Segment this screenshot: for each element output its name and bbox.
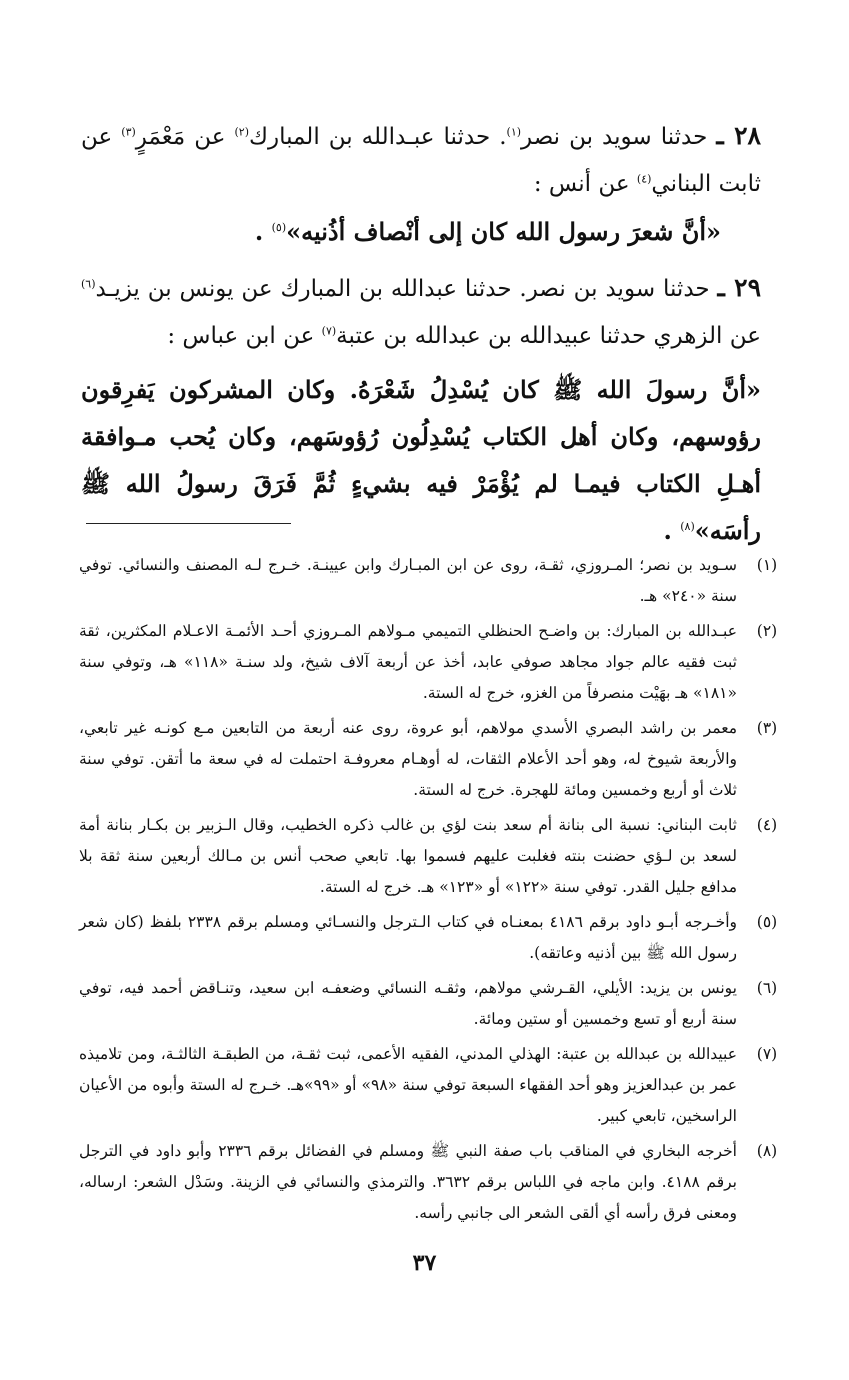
footnote-number: (٤) bbox=[756, 816, 778, 834]
footnotes bbox=[79, 550, 789, 1233]
footnote-7 bbox=[79, 1039, 789, 1132]
footnote-number: (٥) bbox=[756, 913, 778, 931]
hadith-29-text: «أنَّ رسولَ الله ﷺ كان يُسْدِلُ شَعْرَهُ. وكان المشركون يَفرِقون رؤوسهم، وكان أهل الكتاب يُسْدِلُون رُؤوسَهم، وكان يُحب مـوافقة أهـلِ الكتاب فيمـا لم يُؤْمَرْ فيه بشيءٍ ثُمَّ فَرَقَ رسولُ الله ﷺ رأسَه» bbox=[81, 375, 761, 545]
footnote-text: عبـدالله بن المبارك: بن واضـح الحنظلي التميمي مـولاهم المـروزي أحـد الأئمـة الاعـلام المكثرين، ثقة ثبت فقيه عالم جواد مجاهد صوفي عابد، أخذ عن أربعة آلاف شيخ، ولد سنـة «١١٨» هـ، وتوفي سنة «١٨١» هـ بهَيْت منصرفاً من الغزو، خرج له الستة. bbox=[79, 622, 737, 702]
hadith-28-isnad bbox=[81, 112, 761, 208]
footnote-ref-1: (١) bbox=[506, 125, 522, 139]
footnote-2 bbox=[79, 616, 789, 709]
hadith-28-matn bbox=[81, 208, 761, 255]
hadith-29-isnad bbox=[81, 264, 761, 360]
footnote-ref-3: (٣) bbox=[121, 125, 136, 139]
hadith-29-number: ٢٩ ـ bbox=[717, 273, 761, 302]
footnote-ref-4: (٤) bbox=[636, 172, 652, 186]
footnote-text: وأخـرجه أبـو داود برقم ٤١٨٦ بمعنـاه في كتاب الـترجل والنسـائي ومسلم برقم ٢٣٣٨ بلفظ (كان شعر رسول الله ﷺ بين أذنيه وعاتقه). bbox=[79, 913, 737, 962]
footnote-ref-6: (٦) bbox=[81, 277, 96, 291]
page-number: ٣٧ bbox=[412, 1250, 437, 1276]
footnote-3 bbox=[79, 713, 789, 806]
footnote-text: معمر بن راشد البصري الأسدي مولاهم، أبو عروة، روى عنه أربعة من التابعين مـع كونـه غير تابعي، والأربعة شيوخ له، وهو أحد الأعلام الثقات، له أوهـام معروفـة احتملت له في سعة ما أتقن. توفي سنة ثلاث أو أربع وخمسين ومائة للهجرة. خرج له الستة. bbox=[79, 719, 737, 799]
footnote-text: يونس بن يزيد: الأيلي، القـرشي مولاهم، وثقـه النسائي وضعفـه ابن سعيد، وتنـاقض أحمد فيه، توفي سنة أربع أو تسع وخمسين أو ستين ومائة. bbox=[79, 979, 737, 1028]
hadith-29 bbox=[81, 264, 761, 554]
footnote-text: أخرجه البخاري في المناقب باب صفة النبي ﷺ ومسلم في الفضائل برقم ٢٣٣٦ وأبو داود في الترجل برقم ٤١٨٨. وابن ماجه في اللباس برقم ٣٦٣٢. والترمذي والنسائي في الزينة. وسَدْل الشعر: ارساله، ومعنى فرق رأسه أي ألقى الشعر الى جانبي رأسه. bbox=[79, 1142, 737, 1222]
footnote-text: عبيدالله بن عبدالله بن عتبة: الهذلي المدني، الفقيه الأعمى، ثبت ثقـة، من الطبقـة الثالثـة، ومن تلاميذه عمر بن عبدالعزيز وهو أحد الفقهاء السبعة توفي سنة «٩٨» أو «٩٩»هـ. خـرج له الستة وأبوه من الأعيان الراسخين، تابعي كبير. bbox=[79, 1045, 737, 1125]
footnote-number: (١) bbox=[756, 556, 778, 574]
footnote-number: (٢) bbox=[756, 622, 778, 640]
footnote-text: ثابت البناني: نسبة الى بنانة أم سعد بنت لؤي بن غالب ذكره الخطيب، وقال الـزبير بن بكـار بنانة أمة لسعد بن لـؤي حضنت بنته فغلبت عليهم فسموا بها. تابعي صحب أنس بن مـالك أربعين سنة ثقة بلا مدافع جليل القدر. توفي سنة «١٢٢» أو «١٢٣» هـ. خرج له الستة. bbox=[79, 816, 737, 896]
footnote-number: (٧) bbox=[756, 1045, 778, 1063]
hadith-28-number: ٢٨ ـ bbox=[716, 121, 761, 150]
hadith-29-isnad-part: حدثنا سويد بن نصر. حدثنا عبدالله بن المبارك عن يونس بن يزيـد bbox=[95, 276, 710, 302]
footnote-ref-2: (٢) bbox=[234, 125, 249, 139]
hadith-28-isnad-part: عن أنس : bbox=[533, 171, 637, 197]
hadith-28-isnad-part: عن مَعْمَرٍ bbox=[135, 124, 235, 150]
hadith-28-end: . bbox=[254, 217, 272, 246]
hadith-28-isnad-part: . حدثنا عبـدالله بن المبارك bbox=[249, 124, 507, 150]
footnote-8 bbox=[79, 1136, 789, 1229]
footnote-5 bbox=[79, 907, 789, 969]
footnote-ref-5: (٥) bbox=[271, 221, 287, 234]
footnote-text: سـويد بن نصر؛ المـروزي، ثقـة، روى عن ابن المبـارك وابن عيينـة. خـرج لـه المصنف والنسائي. توفي سنة «٢٤٠» هـ. bbox=[79, 556, 737, 605]
footnote-number: (٦) bbox=[756, 979, 778, 997]
hadith-29-isnad-part: عن ابن عباس : bbox=[167, 323, 322, 349]
footnote-ref-8: (٨) bbox=[680, 520, 695, 533]
hadith-28-text: «أنَّ شعرَ رسول الله كان إلى أنْصاف أذُنيه» bbox=[286, 217, 721, 246]
hadith-28-isnad-part: عن ثابت البناني bbox=[81, 124, 761, 197]
footnote-6 bbox=[79, 973, 789, 1035]
footnote-separator bbox=[86, 523, 291, 524]
footnote-number: (٣) bbox=[756, 719, 778, 737]
footnote-4 bbox=[79, 810, 789, 903]
hadith-28 bbox=[81, 112, 761, 255]
hadith-29-isnad-part: عن الزهري حدثنا عبيدالله بن عبدالله بن عتبة bbox=[336, 323, 761, 349]
footnote-1 bbox=[79, 550, 789, 612]
hadith-29-end: . bbox=[663, 516, 681, 545]
hadith-28-isnad-part: حدثنا سويد بن نصر bbox=[521, 124, 708, 150]
footnote-ref-7: (٧) bbox=[321, 324, 337, 338]
hadith-29-matn bbox=[81, 366, 761, 554]
footnote-number: (٨) bbox=[756, 1142, 778, 1160]
